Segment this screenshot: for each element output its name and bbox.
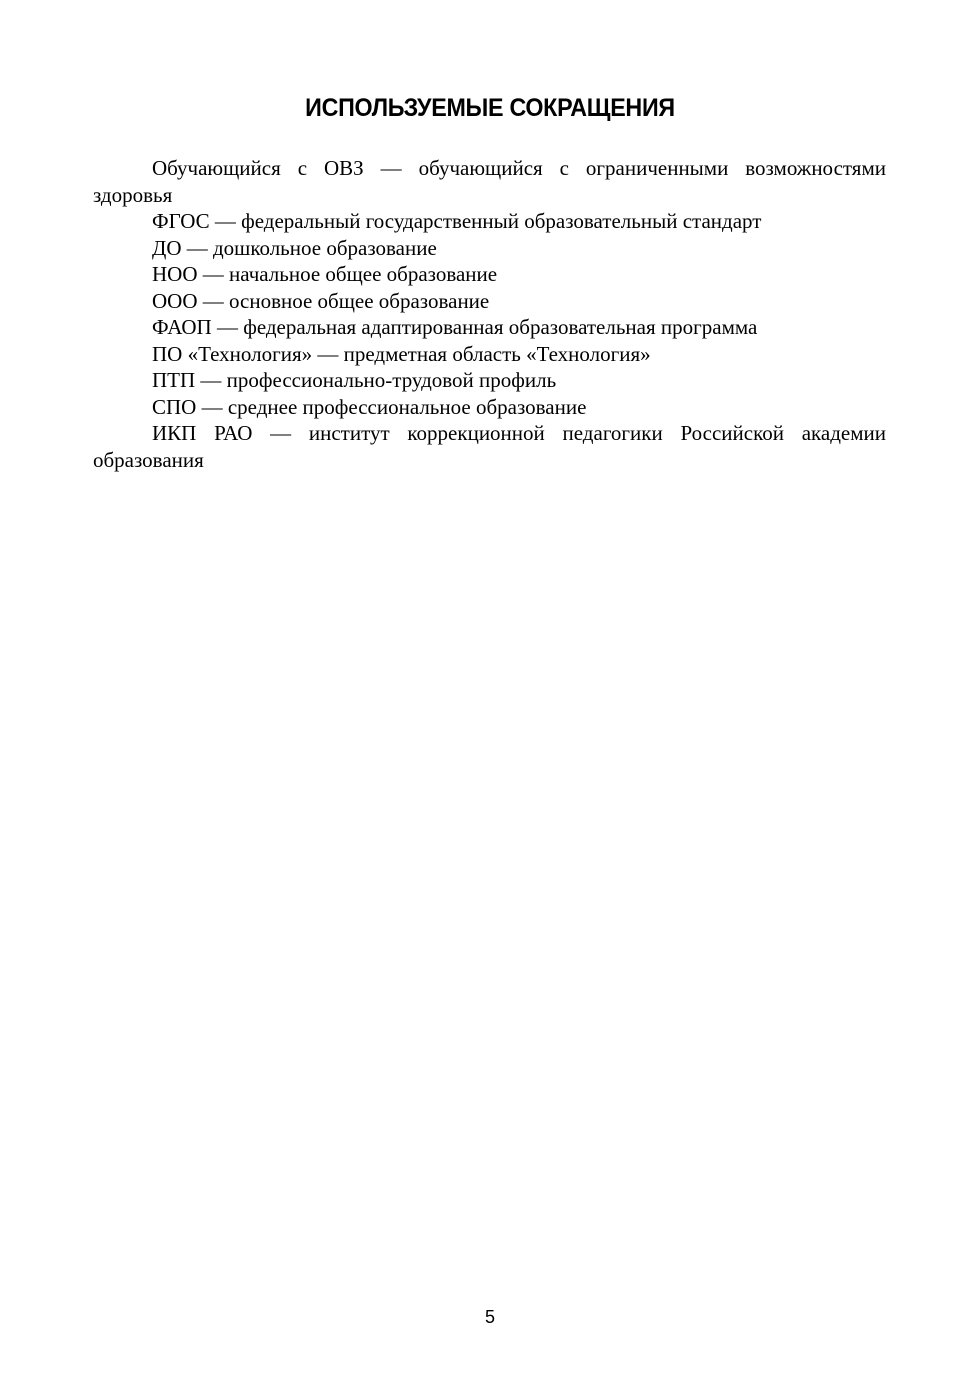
abbreviation-ikp-rao: ИКП РАО — институт коррекционной педагогики Российской академии образования	[93, 421, 886, 472]
page-title: ИСПОЛЬЗУЕМЫЕ СОКРАЩЕНИЯ	[305, 94, 675, 122]
abbreviation-do: ДО — дошкольное образование	[152, 235, 437, 260]
page-number: 5	[484, 1307, 495, 1327]
abbreviation-spo: СПО — среднее профессиональное образование	[152, 394, 587, 419]
abbreviation-ptp: ПТП — профессионально-трудовой профиль	[152, 368, 557, 392]
abbreviation-ooo: ООО — основное общее образование	[152, 288, 490, 313]
abbreviation-fgos: ФГОС — федеральный государственный образовательный стандарт	[152, 209, 762, 233]
abbreviation-ovz: Обучающийся с ОВЗ — обучающийся с ограниченными возможностями здоровья	[93, 156, 886, 207]
abbreviation-po-tekhnologiya: ПО «Технология» — предметная область «Технология»	[152, 341, 651, 366]
abbreviations-list	[93, 155, 886, 473]
abbreviation-faop: ФАОП — федеральная адаптированная образовательная программа	[152, 315, 758, 339]
abbreviation-noo: НОО — начальное общее образование	[152, 262, 498, 286]
